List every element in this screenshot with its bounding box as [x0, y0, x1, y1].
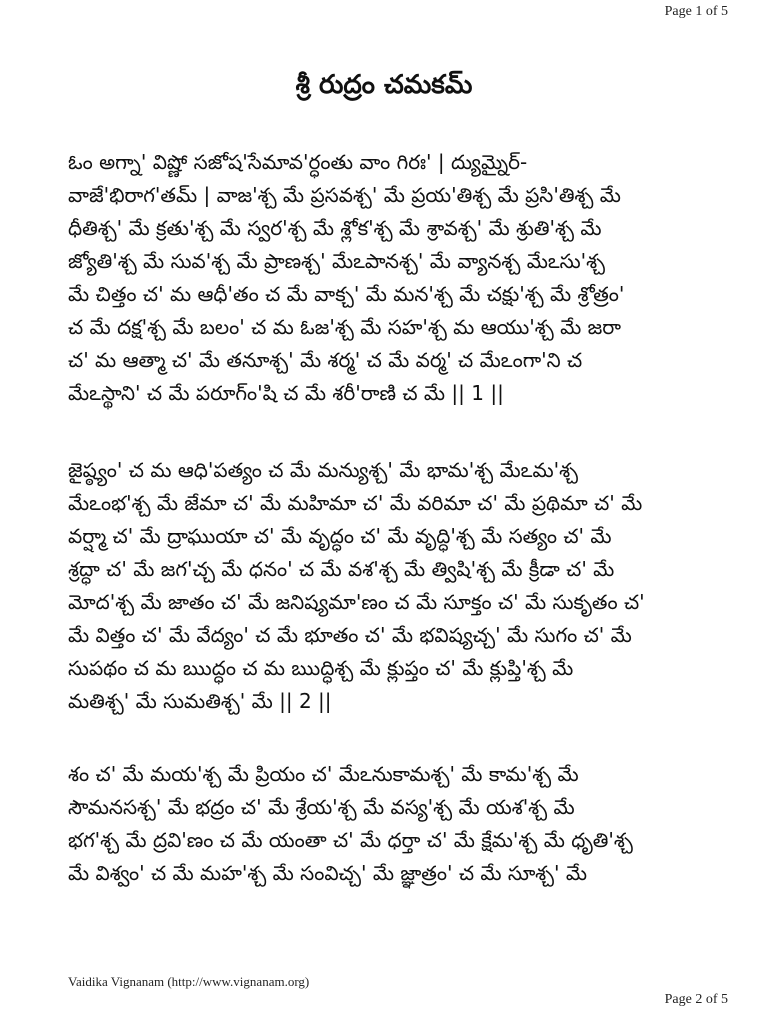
verse-line: జ్యోతి'శ్చ మే సువ'శ్చ మే ప్రాణశ్చ' మేఽపానశ్చ' మే వ్యానశ్చ మేఽసు'శ్చ — [68, 249, 606, 273]
verse-line: శ్రద్ధా చ' మే జగ'చ్చ మే ధనం' చ మే వశ'శ్చ మే త్విషి'శ్చ మే క్రీడా చ' మే — [68, 557, 615, 581]
verse-line: శం చ' మే మయ'శ్చ మే ప్రియం చ' మేఽనుకామశ్చ' మే కామ'శ్చ మే — [68, 762, 579, 786]
verse-line: మే విత్తం చ' మే వేద్యం' చ మే భూతం చ' మే భవిష్యచ్చ' మే సుగం చ' మే — [68, 623, 632, 647]
page-number-top: Page 1 of 5 — [664, 4, 728, 19]
verse-line: ధీతిశ్చ' మే క్రతు'శ్చ మే స్వర'శ్చ మే శ్లోక'శ్చ మే శ్రావశ్చ' మే శ్రుతి'శ్చ మే — [68, 216, 602, 240]
verse-line: చ' మ ఆత్మా చ' మే తనూశ్చ' మే శర్మ' చ మే వర్మ' చ మేఽంగా'ని చ — [68, 348, 583, 372]
verse-3 — [68, 758, 708, 890]
verse-line: మోద'శ్చ మే జాతం చ' మే జనిష్యమా'ణం చ మే సూక్తం చ' మే సుకృతం చ' — [68, 590, 645, 614]
verse-line: మేఽస్థాని' చ మే పరూగ్ం'షి చ మే శరీ'రాణి చ మే || 1 || — [68, 381, 504, 405]
document-title: శ్రీ రుద్రం చమకమ్ — [295, 70, 473, 100]
verse-line: వాజే'భిరాగ'తమ్ | వాజ'శ్చ మే ప్రసవశ్చ' మే ప్రయ'తిశ్చ మే ప్రసి'తిశ్చ మే — [68, 183, 621, 207]
verse-line: మతిశ్చ' మే సుమతిశ్చ' మే || 2 || — [68, 689, 332, 713]
page-number-bottom: Page 2 of 5 — [664, 992, 728, 1007]
verse-line: జైష్ఠ్యం' చ మ ఆధి'పత్యం చ మే మన్యుశ్చ' మే భామ'శ్చ మేఽమ'శ్చ — [68, 458, 579, 482]
verse-line: సుపథం చ మ ఋద్ధం చ మ ఋద్ధిశ్చ మే క్లుప్తం చ' మే క్లుప్తి'శ్చ మే — [68, 656, 574, 680]
verse-line: ఓం అగ్నా' విష్ణో సజోష'సేమావ'ర్ధంతు వాం గిరః' | ద్యుమ్నైర్- — [68, 150, 528, 174]
verse-2 — [68, 454, 708, 718]
verse-line: చ మే దక్ష'శ్చ మే బలం' చ మ ఓజ'శ్చ మే సహ'శ్చ మ ఆయు'శ్చ మే జరా — [68, 315, 621, 339]
verse-line: మే చిత్తం చ' మ ఆధీ'తం చ మే వాక్చ' మే మన'శ్చ మే చక్షు'శ్చ మే శ్రోత్రం' — [68, 282, 625, 306]
verse-line: సౌమనసశ్చ' మే భద్రం చ' మే శ్రేయ'శ్చ మే వస్య'శ్చ మే యశ'శ్చ మే — [68, 795, 575, 819]
verse-1 — [68, 146, 708, 410]
verse-line: మే విశ్వం' చ మే మహ'శ్చ మే సంవిచ్చ' మే జ్ఞాత్రం' చ మే సూశ్చ' మే — [68, 861, 588, 885]
verse-line: మేఽంభ'శ్చ మే జేమా చ' మే మహిమా చ' మే వరిమా చ' మే ప్రథిమా చ' మే — [68, 491, 643, 515]
verse-line: భగ'శ్చ మే ద్రవి'ణం చ మే యంతా చ' మే ధర్తా చ' మే క్షేమ'శ్చ మే ధృతి'శ్చ — [68, 828, 633, 852]
footer-source: Vaidika Vignanam (http://www.vignanam.org) — [68, 974, 310, 989]
verse-line: వర్ష్మా చ' మే ద్రాఘుయా చ' మే వృద్ధం చ' మే వృద్ధి'శ్చ మే సత్యం చ' మే — [68, 524, 612, 548]
